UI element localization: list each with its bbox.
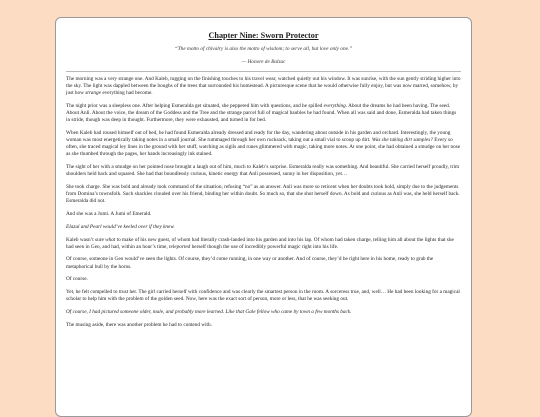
paragraph-text: Of course, I had pictured someone older, male, and probably more learned. Like that Gale fellow who came by town a few months back. (66, 309, 352, 316)
body-paragraph (66, 184, 461, 205)
emphasis-text: teleported (169, 243, 191, 250)
body-paragraph (66, 76, 461, 97)
paragraph-text: The morning was a very strange one. And Kaleb, tugging on the finishing touches to his travel wear, watched quietly out his window. It was sunrise, with the sun gently striding higher into the sky. The light was dappled between the boughs of the trees that surrounded his homestead. A picturesque scene that he would otherwise fully enjoy, but was now marred, somehow, by just how (66, 75, 461, 97)
emphasis-text: what (105, 236, 116, 243)
chapter-body (66, 76, 461, 329)
paragraph-text: Every so often, she traced magical ley lines in the ground with her stuff, watching as sigils and runes glimmered with magic, taking more notes. At one point, she had obtained a smudge on her nose as she thumbed through the pages, her hands increasingly ink stained. (66, 137, 461, 158)
emphasis-text: everything. (323, 102, 348, 109)
epigraph-quote: “The motto of chivalry is also the motto of wisdom; to serve all, but love only one.” (174, 46, 353, 52)
body-paragraph (66, 256, 461, 270)
emphasis-text: Was she taking dirt samples? (371, 137, 433, 144)
body-paragraph (66, 237, 461, 251)
chapter-card (55, 17, 472, 417)
paragraph-text: Kaleb wasn’t sure (66, 236, 106, 243)
paragraph-text: The sight of her with a smudge on her pointed nose brought a laugh out of him, much to Kaleb’s surprise. Esmeralda really was something. And beautiful. She carried herself proudly, trim shoulders held back and squared. She had that boundlessly curious, kinetic energy that Anli possessed, sunny in her disposition, yet… (66, 164, 460, 178)
body-paragraph (66, 289, 461, 303)
paragraph-text: When Kaleb had roused himself out of bed, he had found Esmeralda already dressed and ready for the day, wandering about outside in his garden and orchard. Interestingly, the young woman was most energetically taking notes in a small journal. She rummaged through her own rucksack, taking out a small vial to scoop up dirt. (66, 129, 451, 144)
paragraph-text: Elazul and Pearl would’ve keeled over if they knew. (66, 223, 175, 230)
paragraph-text: to make of his new guest, of whom had literally crash-landed into his garden and into his lap. Of whom had taken charge, telling him all about the lights that she had seen in Geo, and had, within an hour’s time, (66, 236, 454, 250)
paragraph-text: Of course, someone in Geo would’ve seen the lights. Of course, they’d come running, in one way or another. And of course, they’d be right here in his home, ready to grab the metaphorical bull by the horns. (66, 256, 434, 270)
paragraph-text: Yet, he felt compelled to trust her. The girl carried herself with confidence and was clearly the smartest person in the room. A sorceress true, and, well… He had been looking for a magical scholar to help him with the problem of the golden seed. Now, here was the exact sort of person, more or less, that he was seeking out. (66, 289, 460, 303)
body-paragraph (66, 309, 461, 316)
emphasis-text: strange (85, 90, 102, 97)
title-divider (66, 71, 461, 72)
epigraph-author: — Honore de Balzac (241, 58, 286, 65)
body-paragraph (66, 224, 461, 231)
body-paragraph (66, 103, 461, 124)
paragraph-text: Of course. (66, 276, 88, 283)
body-paragraph (66, 164, 461, 178)
body-paragraph (66, 130, 461, 159)
body-paragraph (66, 211, 461, 218)
chapter-title: Chapter Nine: Sworn Protector (208, 31, 319, 40)
paragraph-text: She took charge. She was bold and already took command of the situation, refusing “no” as an answer. Anli was more so reticent when her doubts took hold, simply due to the judgements from Domina’s townsfolk. Such shackles clouded over his friend, binding her within doubt. So much so, that she shut herself down. As bold and curious as Anli was, she held herself back. Esmeralda did not. (66, 184, 460, 205)
paragraph-text: And she was a Jumi. A Jumi of Emerald. (66, 211, 152, 218)
paragraph-text: The musing aside, there was another problem he had to contend with. (66, 321, 212, 328)
paragraph-text: About the dreams he had been having. The seed. About Anli. About the voice, the dream of the Goddess and the Tree and the strange parcel full of magical baubles he had found. When all was said and done, Esmeralda had taken things in stride, though was deep in thought. Furthermore, they were exhausted, and turned in for bed. (66, 102, 457, 124)
body-paragraph (66, 276, 461, 283)
paragraph-text: herself though the use of incredibly powerful magic right into his life. (190, 243, 339, 250)
paragraph-text: The night prior was a sleepless one. After helping Esmeralda get situated, she peppered him with questions, and he spilled (66, 102, 324, 109)
paragraph-text: everything had become. (101, 90, 153, 97)
body-paragraph (66, 322, 461, 329)
